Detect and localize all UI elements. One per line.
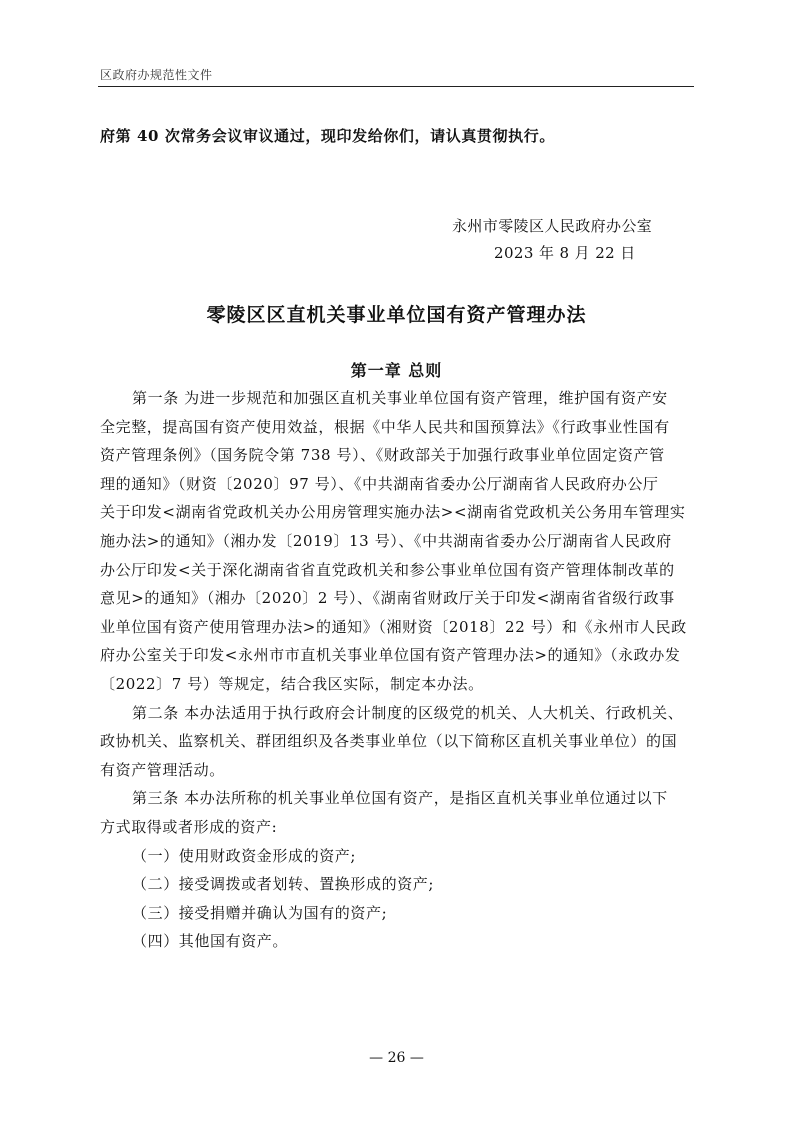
- page-number: — 26 —: [369, 1050, 424, 1066]
- body-line: 方式取得或者形成的资产:: [100, 817, 278, 836]
- list-item: （二）接受调拨或者划转、置换形成的资产;: [132, 875, 435, 894]
- body-line: 第一条 为进一步规范和加强区直机关事业单位国有资产管理，维护国有资产安: [132, 389, 668, 407]
- body-line: 业单位国有资产使用管理办法>的通知》（湘财资〔2018〕22 号）和《永州市人民政: [100, 617, 687, 636]
- body-line: 关于印发<湖南省党政机关办公用房管理实施办法><湖南省党政机关公务用车管理实: [100, 503, 686, 522]
- chapter-title: 第一章 总则: [350, 361, 443, 380]
- body-line: 施办法>的通知》（湘办发〔2019〕13 号）、《中共湖南省委办公厅湖南省人民政府: [100, 531, 672, 550]
- body-line: 第二条 本办法适用于执行政府会计制度的区级党的机关、人大机关、行政机关、: [132, 703, 684, 722]
- body-line: 全完整，提高国有资产使用效益，根据《中华人民共和国预算法》《行政事业性国有: [100, 417, 670, 436]
- running-header: 区政府办规范性文件: [100, 68, 213, 82]
- body-line: 〔2022〕7 号）等规定，结合我区实际，制定本办法。: [100, 674, 484, 693]
- body-line: 意见>的通知》（湘办〔2020〕2 号）、《湖南省财政厅关于印发<湖南省省级行政事: [100, 589, 675, 608]
- list-item: （一）使用财政资金形成的资产;: [132, 846, 357, 865]
- body-line: 理的通知》（财资〔2020〕97 号）、《中共湖南省委办公厅湖南省人民政府办公厅: [100, 474, 659, 493]
- body-line: 府办公室关于印发<永州市市直机关事业单位国有资产管理办法>的通知》（永政办发: [100, 646, 681, 665]
- body-line: 有资产管理活动。: [100, 760, 225, 779]
- body-line: 办公厅印发<关于深化湖南省省直党政机关和参公事业单位国有资产管理体制改革的: [100, 560, 675, 579]
- body-text: [100, 384, 700, 956]
- list-item: （三）接受捐赠并确认为国有的资产;: [132, 903, 388, 922]
- list-item: （四）其他国有资产。: [132, 932, 289, 951]
- intro-line: 府第 40 次常务会议审议通过，现印发给你们，请认真贯彻执行。: [100, 127, 555, 145]
- body-line: 政协机关、监察机关、群团组织及各类事业单位（以下简称区直机关事业单位）的国: [100, 732, 678, 751]
- header-rule: [98, 86, 694, 87]
- intro-block: [100, 122, 696, 151]
- body-line: 第三条 本办法所称的机关事业单位国有资产，是指区直机关事业单位通过以下: [132, 789, 668, 808]
- body-line: 资产管理条例》（国务院令第 738 号）、《财政部关于加强行政事业单位固定资产管: [100, 446, 665, 465]
- signature-org: 永州市零陵区人民政府办公室: [452, 217, 653, 235]
- document-title: 零陵区区直机关事业单位国有资产管理办法: [206, 304, 587, 326]
- signature-date: 2023 年 8 月 22 日: [494, 244, 636, 262]
